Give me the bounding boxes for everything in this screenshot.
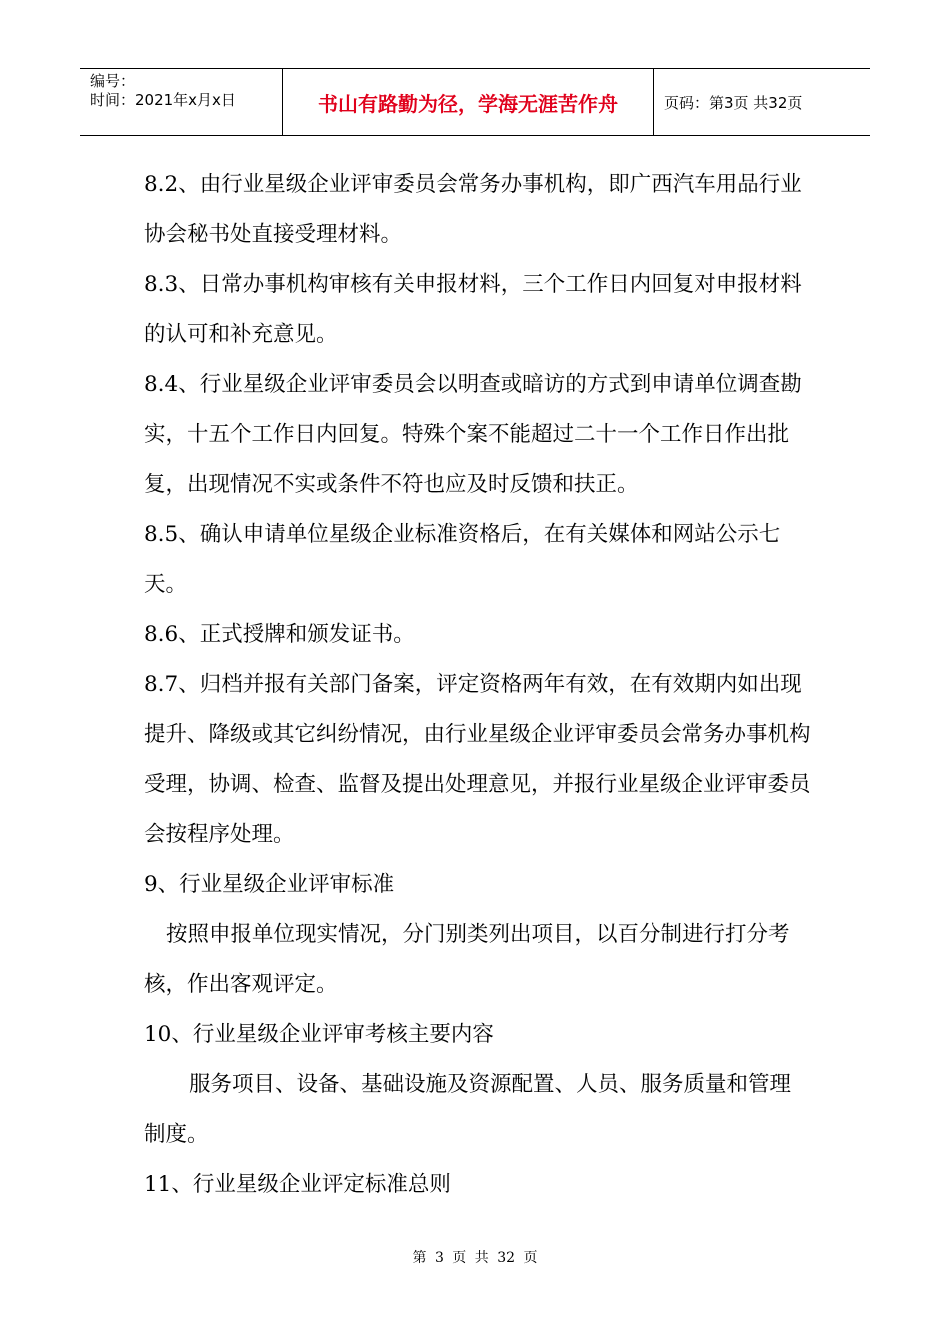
paragraph-8-6: 8.6、正式授牌和颁发证书。 bbox=[144, 622, 415, 647]
paragraph-8-2: 8.2、由行业星级企业评审委员会常务办事机构，即广西汽车用品行业协会秘书处直接受理材料。 bbox=[144, 172, 802, 247]
header-page-number: 页码：第3页 共32页 bbox=[664, 93, 803, 112]
section-heading-11: 11、行业星级企业评定标准总则 bbox=[144, 1172, 451, 1197]
document-number-label: 编号： bbox=[90, 72, 136, 90]
section-heading-9: 9、行业星级企业评审标准 bbox=[144, 872, 395, 897]
section-heading-10: 10、行业星级企业评审考核主要内容 bbox=[144, 1022, 494, 1047]
paragraph-10-body: 服务项目、设备、基础设施及资源配置、人员、服务质量和管理制度。 bbox=[144, 1072, 792, 1147]
header-meta bbox=[80, 69, 282, 135]
paragraph-8-7: 8.7、归档并报有关部门备案，评定资格两年有效，在有效期内如出现提升、降级或其它纠纷情况，由行业星级企业评审委员会常务办事机构受理，协调、检查、监督及提出处理意见，并报行业星级企业评审委员会按程序处理。 bbox=[144, 672, 811, 847]
header-motto: 书山有路勤为径，学海无涯苦作舟 bbox=[282, 69, 654, 135]
paragraph-8-4: 8.4、行业星级企业评审委员会以明查或暗访的方式到申请单位调查勘实，十五个工作日内回复。特殊个案不能超过二十一个工作日作出批复，出现情况不实或条件不符也应及时反馈和扶正。 bbox=[144, 372, 802, 497]
page-header bbox=[80, 68, 870, 136]
paragraph-8-5: 8.5、确认申请单位星级企业标准资格后，在有关媒体和网站公示七天。 bbox=[144, 522, 781, 597]
paragraph-9-body: 按照申报单位现实情况，分门别类列出项目，以百分制进行打分考核，作出客观评定。 bbox=[144, 922, 790, 997]
page-footer: 第 3 页 共 32 页 bbox=[412, 1250, 538, 1266]
document-body bbox=[144, 160, 812, 1210]
paragraph-8-3: 8.3、日常办事机构审核有关申报材料，三个工作日内回复对申报材料的认可和补充意见。 bbox=[144, 272, 802, 347]
document-time-label: 时间：2021年x月x日 bbox=[90, 91, 236, 109]
